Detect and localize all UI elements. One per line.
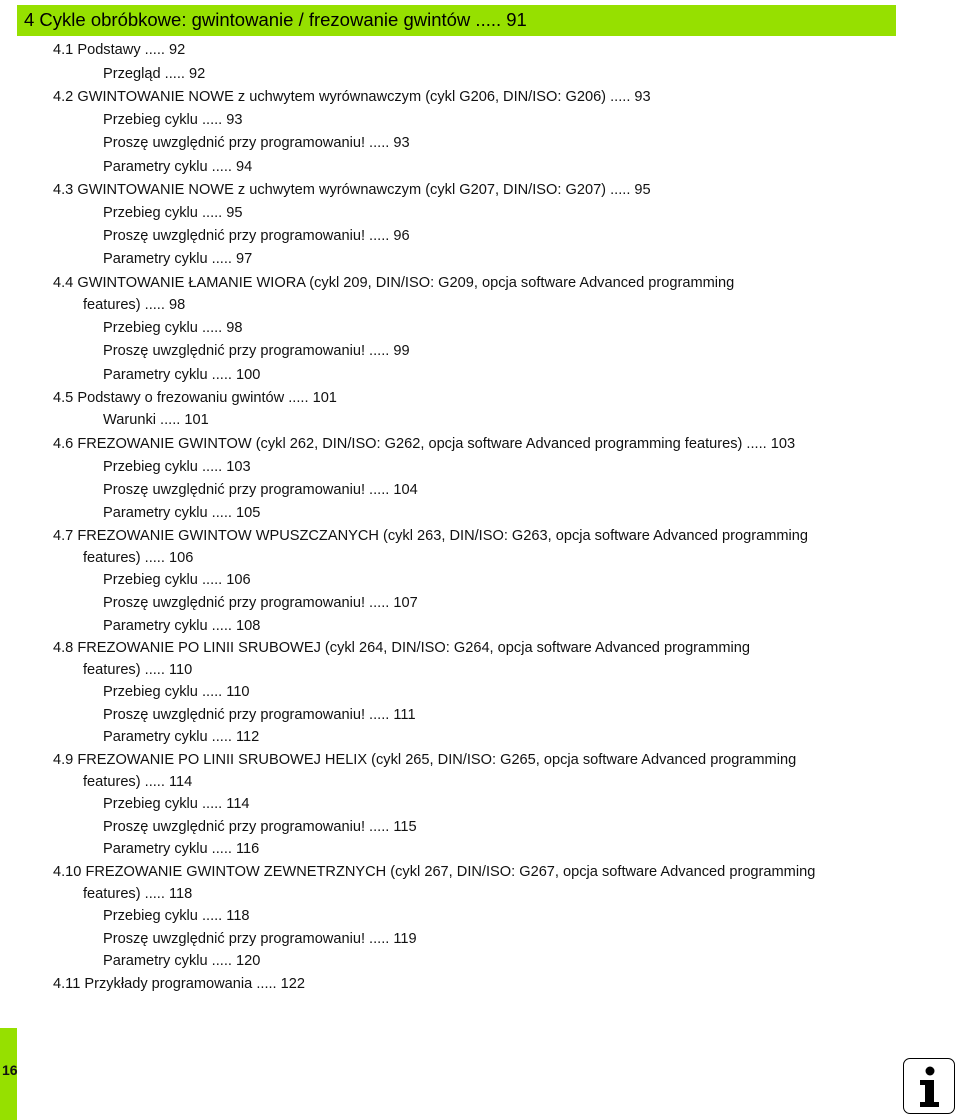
toc-entry[interactable]: Proszę uwzględnić przy programowaniu! ..... 111 [103,707,416,723]
chapter-title[interactable]: 4 Cykle obróbkowe: gwintowanie / frezowanie gwintów ..... 91 [24,9,527,30]
toc-entry[interactable]: Proszę uwzględnić przy programowaniu! ..... 93 [103,135,410,151]
toc-entry[interactable]: 4.7 FREZOWANIE GWINTOW WPUSZCZANYCH (cykl 263, DIN/ISO: G263, opcja software Advanced programming [53,528,809,544]
toc-entry[interactable]: 4.3 GWINTOWANIE NOWE z uchwytem wyrównawczym (cykl G207, DIN/ISO: G207) ..... 95 [53,182,651,198]
toc-entry[interactable]: features) ..... 110 [83,662,193,678]
toc-entry[interactable]: 4.5 Podstawy o frezowaniu gwintów ..... 101 [53,390,337,406]
toc-entry[interactable]: 4.6 FREZOWANIE GWINTOW (cykl 262, DIN/ISO: G262, opcja software Advanced programming features) ..... 103 [53,436,796,452]
toc-entry[interactable]: Proszę uwzględnić przy programowaniu! ..... 96 [103,228,410,244]
toc-entry[interactable]: Parametry cyklu ..... 108 [103,618,261,634]
page-number: 16 [2,1062,18,1078]
info-icon[interactable] [903,1058,955,1114]
toc-entry[interactable]: 4.11 Przykłady programowania ..... 122 [53,976,306,992]
toc-entry[interactable]: features) ..... 118 [83,886,193,902]
toc-entry[interactable]: 4.4 GWINTOWANIE ŁAMANIE WIORA (cykl 209, DIN/ISO: G209, opcja software Advanced programming [53,275,735,291]
toc-entry[interactable]: Parametry cyklu ..... 116 [103,841,260,857]
toc-entry[interactable]: Proszę uwzględnić przy programowaniu! ..... 115 [103,819,417,835]
info-glyph [917,1066,943,1108]
toc-entry[interactable]: Przebieg cyklu ..... 106 [103,572,251,588]
toc-entry[interactable]: Parametry cyklu ..... 97 [103,251,253,267]
toc-entry[interactable]: Proszę uwzględnić przy programowaniu! ..... 107 [103,595,418,611]
toc-entry[interactable]: 4.10 FREZOWANIE GWINTOW ZEWNETRZNYCH (cykl 267, DIN/ISO: G267, opcja software Advanced programming [53,864,816,880]
toc-entry[interactable]: Przegląd ..... 92 [103,66,206,82]
toc-entry[interactable]: Przebieg cyklu ..... 95 [103,205,243,221]
toc-entry[interactable]: Parametry cyklu ..... 112 [103,729,260,745]
toc-entry[interactable]: 4.2 GWINTOWANIE NOWE z uchwytem wyrównawczym (cykl G206, DIN/ISO: G206) ..... 93 [53,89,651,105]
toc-entry[interactable]: Przebieg cyklu ..... 110 [103,684,250,700]
toc-entry[interactable]: Przebieg cyklu ..... 103 [103,459,251,475]
toc-entry[interactable]: Proszę uwzględnić przy programowaniu! ..... 104 [103,482,418,498]
toc-entry[interactable]: Parametry cyklu ..... 105 [103,505,261,521]
toc-entry[interactable]: Warunki ..... 101 [103,412,209,428]
toc-entry[interactable]: 4.1 Podstawy ..... 92 [53,42,186,58]
toc-entry[interactable]: Przebieg cyklu ..... 98 [103,320,243,336]
toc-entry[interactable]: Parametry cyklu ..... 120 [103,953,261,969]
toc-entry[interactable]: features) ..... 98 [83,297,186,313]
toc-entry[interactable]: 4.9 FREZOWANIE PO LINII SRUBOWEJ HELIX (cykl 265, DIN/ISO: G265, opcja software Advanced programming [53,752,797,768]
toc-entry[interactable]: Przebieg cyklu ..... 93 [103,112,243,128]
toc-entry[interactable]: Proszę uwzględnić przy programowaniu! ..... 99 [103,343,410,359]
toc-entry[interactable]: Parametry cyklu ..... 94 [103,159,253,175]
toc-entry[interactable]: features) ..... 106 [83,550,194,566]
toc-entry[interactable]: Proszę uwzględnić przy programowaniu! ..... 119 [103,931,417,947]
toc-entry[interactable]: Przebieg cyklu ..... 114 [103,796,250,812]
toc-entry[interactable]: Przebieg cyklu ..... 118 [103,908,250,924]
toc-entry[interactable]: 4.8 FREZOWANIE PO LINII SRUBOWEJ (cykl 264, DIN/ISO: G264, opcja software Advanced programming [53,640,750,656]
toc-entry[interactable]: Parametry cyklu ..... 100 [103,367,261,383]
toc-entry[interactable]: features) ..... 114 [83,774,193,790]
